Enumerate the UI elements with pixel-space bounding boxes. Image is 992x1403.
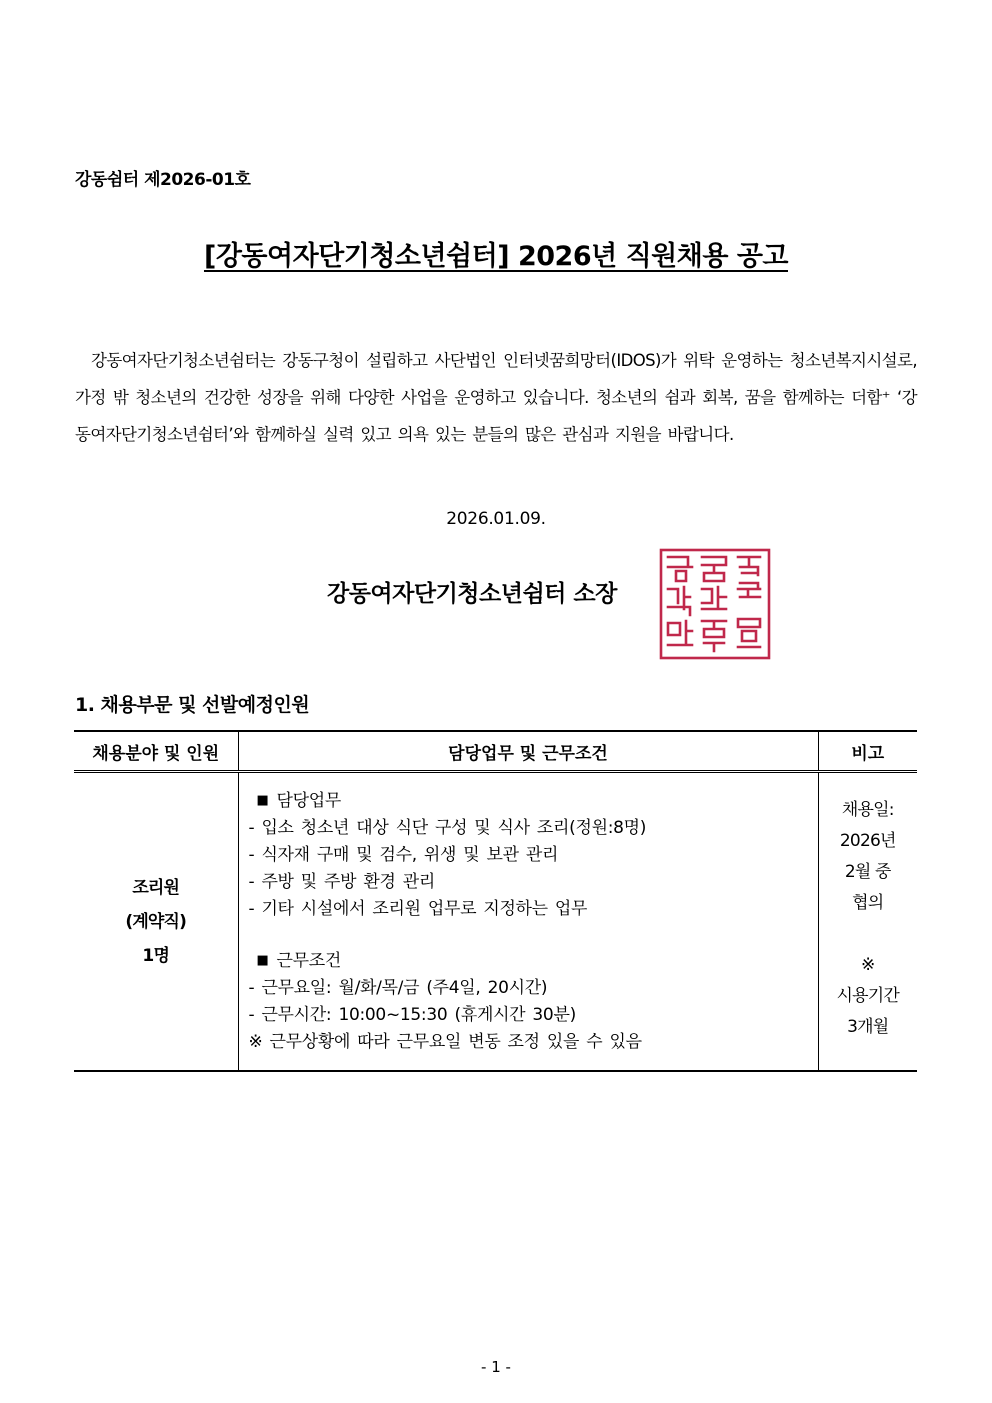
intro-paragraph: 강동여자단기청소년쉼터는 강동구청이 설립하고 사단법인 인터넷꿈희망터(IDOS)가 위탁 운영하는 청소년복지시설로, 가정 밖 청소년의 건강한 성장을 위해 다양한 사업을 운영하고 있습니다. 청소년의 쉼과 회복, 꿈을 함께하는 더함⁺ ‘강동여자단기청소년쉼터’와 함께하실 실력 있고 의욕 있는 분들의 많은 관심과 지원을 바랍니다. [75,351,917,444]
duties-title-line [249,787,818,815]
square-bullet-icon: ■ [256,953,269,968]
page-number: - 1 - [481,1358,511,1376]
official-seal-stamp [658,547,772,661]
conditions-title-line [249,947,818,975]
duties-title: 담당업무 [276,791,341,811]
remarks-line: 2월 중 [844,862,891,882]
position-count: 1명 [142,945,170,966]
duty-item: - 기타 시설에서 조리원 업무로 지정하는 업무 [248,899,588,919]
remarks-cell [818,772,917,1072]
header-duties: 담당업무 및 근무조건 [238,731,818,772]
position-title: 조리원 [132,877,180,898]
remarks-line: 시용기간 [836,986,899,1006]
recruitment-table [74,730,917,1072]
condition-item: ※ 근무상황에 따라 근무요일 변동 조정 있을 수 있음 [248,1032,642,1052]
duty-item: - 주방 및 주방 환경 관리 [248,872,435,892]
duties-cell [238,772,818,1072]
duty-item: - 식자재 구매 및 검수, 위생 및 보관 관리 [248,845,559,865]
header-remarks: 비고 [818,731,917,772]
remarks-spacer [819,919,918,950]
position-cell [74,772,238,1072]
duty-item: - 입소 청소년 대상 식단 구성 및 식사 조리(정원:8명) [248,818,647,838]
position-type: (계약직) [125,911,187,932]
table-row [74,772,917,1072]
remarks-line: 채용일: [841,800,894,820]
announcement-title: [강동여자단기청소년쉼터] 2026년 직원채용 공고 [203,241,788,272]
header-position: 채용분야 및 인원 [74,731,238,772]
condition-item: - 근무요일: 월/화/목/금 (주4일, 20시간) [248,978,548,998]
signer-name: 강동여자단기청소년쉼터 소장 [327,581,617,607]
condition-item: - 근무시간: 10:00~15:30 (휴게시간 30분) [248,1005,576,1025]
remarks-line: 협의 [852,893,884,913]
document-number: 강동쉼터 제2026-01호 [75,170,251,190]
announcement-title-container [0,234,992,273]
announcement-date: 2026.01.09. [446,509,546,529]
remarks-line: 2026년 [839,831,896,851]
table-header-row [74,731,917,772]
remarks-line: ※ [861,955,875,975]
section-heading: 1. 채용부문 및 선발예정인원 [75,694,310,716]
square-bullet-icon: ■ [256,793,269,808]
conditions-title: 근무조건 [276,951,341,971]
remarks-line: 3개월 [847,1017,889,1037]
